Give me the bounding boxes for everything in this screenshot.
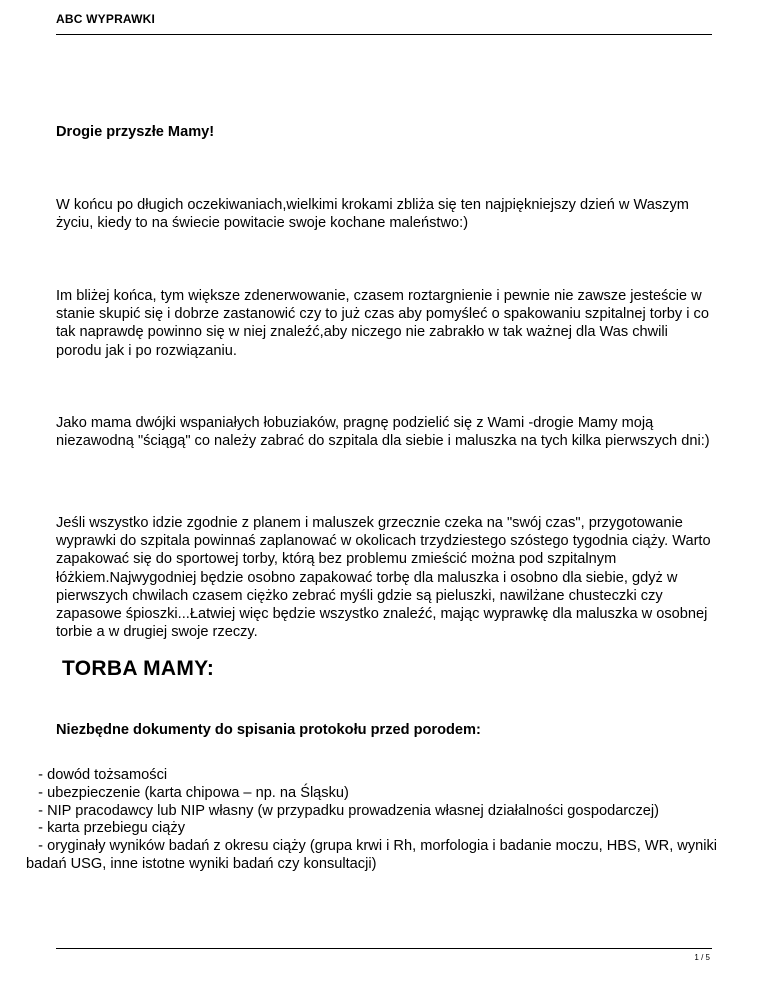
list-item: - NIP pracodawcy lub NIP własny (w przypadku prowadzenia własnej działalności gospodarczej) [26,802,659,819]
paragraph-preparation: Im bliżej końca, tym większe zdenerwowanie, czasem roztargnienie i pewnie nie zawsze jesteście w stanie skupić się i dobrze zastanowić czy to już czas aby pomyśleć o spakowaniu szpitalnej torby i co tak naprawdę powinno się w niej znaleźć,aby niczego nie zabrakło w tak ważnej dla Was chwili porodu jak i po rozwiązaniu. [56,288,709,359]
paragraph-timing: Jeśli wszystko idzie zgodnie z planem i maluszek grzecznie czeka na "swój czas", przygotowanie wyprawki do szpitala powinnaś zaplanować w okolicach trzydziestego szóstego tygodnia ciąży. Warto zapakować się do sportowej torby, którą bez problemu zmieścić można pod szpitalnym łóżkiem.Najwygodniej będzie osobno zapakować torbę dla maluszka i osobno dla siebie, gdyż w pierwszych chwilach czasem ciężko zebrać myśli gdzie są pieluszki, nawilżane chusteczki czy zapasowe śpioszki...Łatwiej więc będzie wszystko znaleźć, mając wyprawkę dla maluszka w osobnej torbie a w drugiej swoje rzeczy. [56,515,711,641]
documents-subheading: Niezbędne dokumenty do spisania protokołu przed porodem: [56,722,481,738]
page-number: 1 / 5 [694,953,710,962]
header-divider [56,34,712,35]
list-item: - oryginały wyników badań z okresu ciąży (grupa krwi i Rh, morfologia i badanie moczu, HBS, WR, wyniki badań USG, inne istotne wyniki badań czy konsultacji) [26,838,722,872]
documents-list [26,767,726,874]
list-item: - ubezpieczenie (karta chipowa – np. na Śląsku) [26,784,349,801]
section-title-mom-bag: TORBA MAMY: [62,657,215,680]
document-header-title: ABC WYPRAWKI [56,12,156,26]
list-item: - karta przebiegu ciąży [26,820,185,837]
list-item: - dowód tożsamości [26,767,168,783]
paragraph-intro: W końcu po długich oczekiwaniach,wielkimi krokami zbliża się ten najpiękniejszy dzień w Waszym życiu, kiedy to na świecie powitacie swoje kochane maleństwo:) [56,197,689,232]
footer-divider [56,948,712,949]
greeting-heading: Drogie przyszłe Mamy! [56,124,215,140]
paragraph-cheatsheet: Jako mama dwójki wspaniałych łobuziaków, pragnę podzielić się z Wami -drogie Mamy moją niezawodną "ściągą" co należy zabrać do szpitala dla siebie i maluszka na tych kilka pierwszych dni:) [56,415,710,450]
